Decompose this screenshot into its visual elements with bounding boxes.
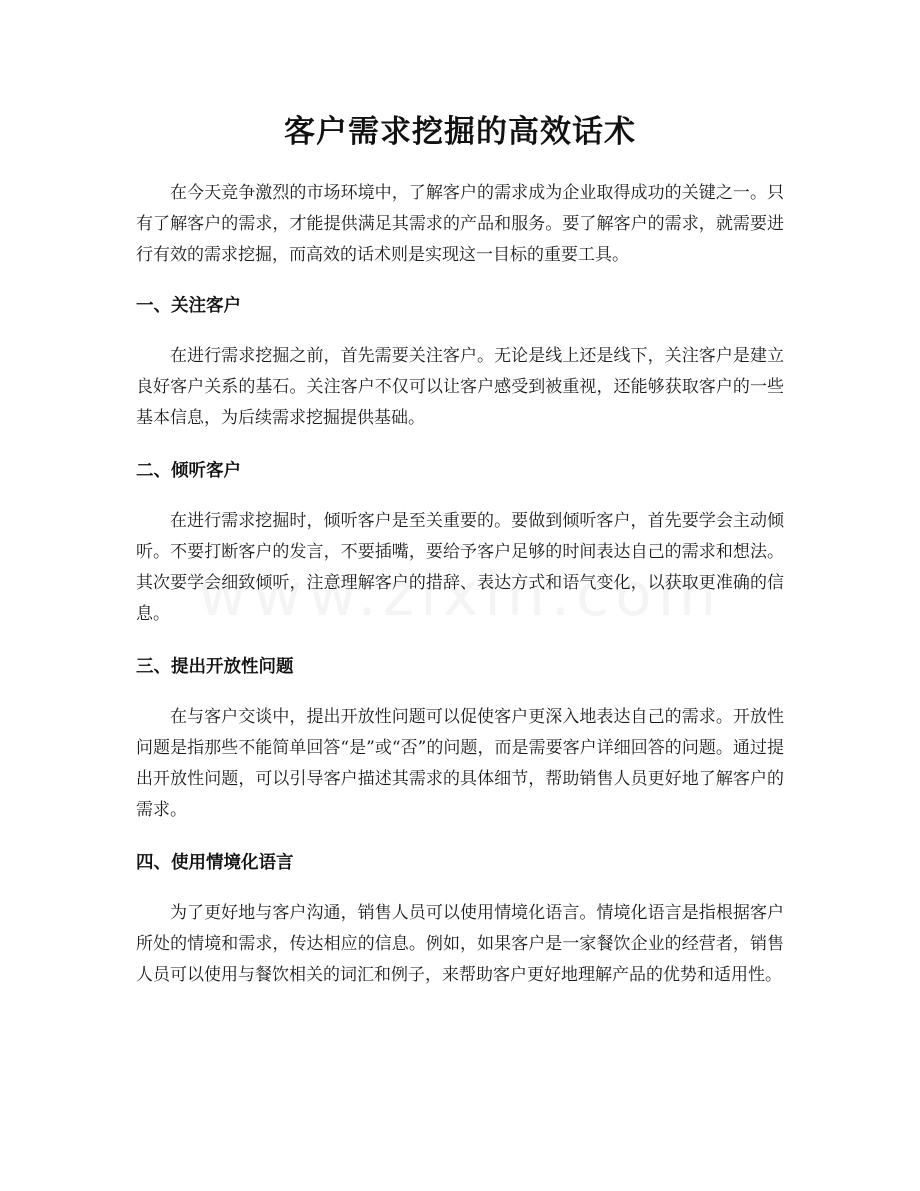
document-title: 客户需求挖掘的高效话术 (284, 114, 636, 150)
section-paragraph-4: 为了更好地与客户沟通，销售人员可以使用情境化语言。情境化语言是指根据客户所处的情境和需求，传达相应的信息。例如，如果客户是一家餐饮企业的经营者，销售人员可以使用与餐饮相关的词汇和例子，来帮助客户更好地理解产品的优势和适用性。 (136, 903, 784, 985)
intro-paragraph: 在今天竞争激烈的市场环境中，了解客户的需求成为企业取得成功的关键之一。只有了解客户的需求，才能提供满足其需求的产品和服务。要了解客户的需求，就需要进行有效的需求挖掘，而高效的话术则是实现这一目标的重要工具。 (136, 183, 784, 265)
section-heading-3: 三、提出开放性问题 (136, 657, 294, 677)
section-paragraph-2: 在进行需求挖掘时，倾听客户是至关重要的。要做到倾听客户，首先要学会主动倾听。不要打断客户的发言，不要插嘴，要给予客户足够的时间表达自己的需求和想法。其次要学会细致倾听，注意理解客户的措辞、表达方式和语气变化，以获取更准确的信息。 (136, 511, 784, 624)
section-heading-4: 四、使用情境化语言 (136, 853, 294, 873)
section-heading-1: 一、关注客户 (136, 296, 241, 316)
section-paragraph-3: 在与客户交谈中，提出开放性问题可以促使客户更深入地表达自己的需求。开放性问题是指那些不能简单回答“是”或“否”的问题，而是需要客户详细回答的问题。通过提出开放性问题，可以引导客户描述其需求的具体细节，帮助销售人员更好地了解客户的需求。 (136, 707, 784, 820)
section-heading-2: 二、倾听客户 (136, 461, 241, 481)
document-content (136, 108, 784, 1013)
section-paragraph-1: 在进行需求挖掘之前，首先需要关注客户。无论是线上还是线下，关注客户是建立良好客户关系的基石。关注客户不仅可以让客户感受到被重视，还能够获取客户的一些基本信息，为后续需求挖掘提供基础。 (136, 346, 784, 428)
